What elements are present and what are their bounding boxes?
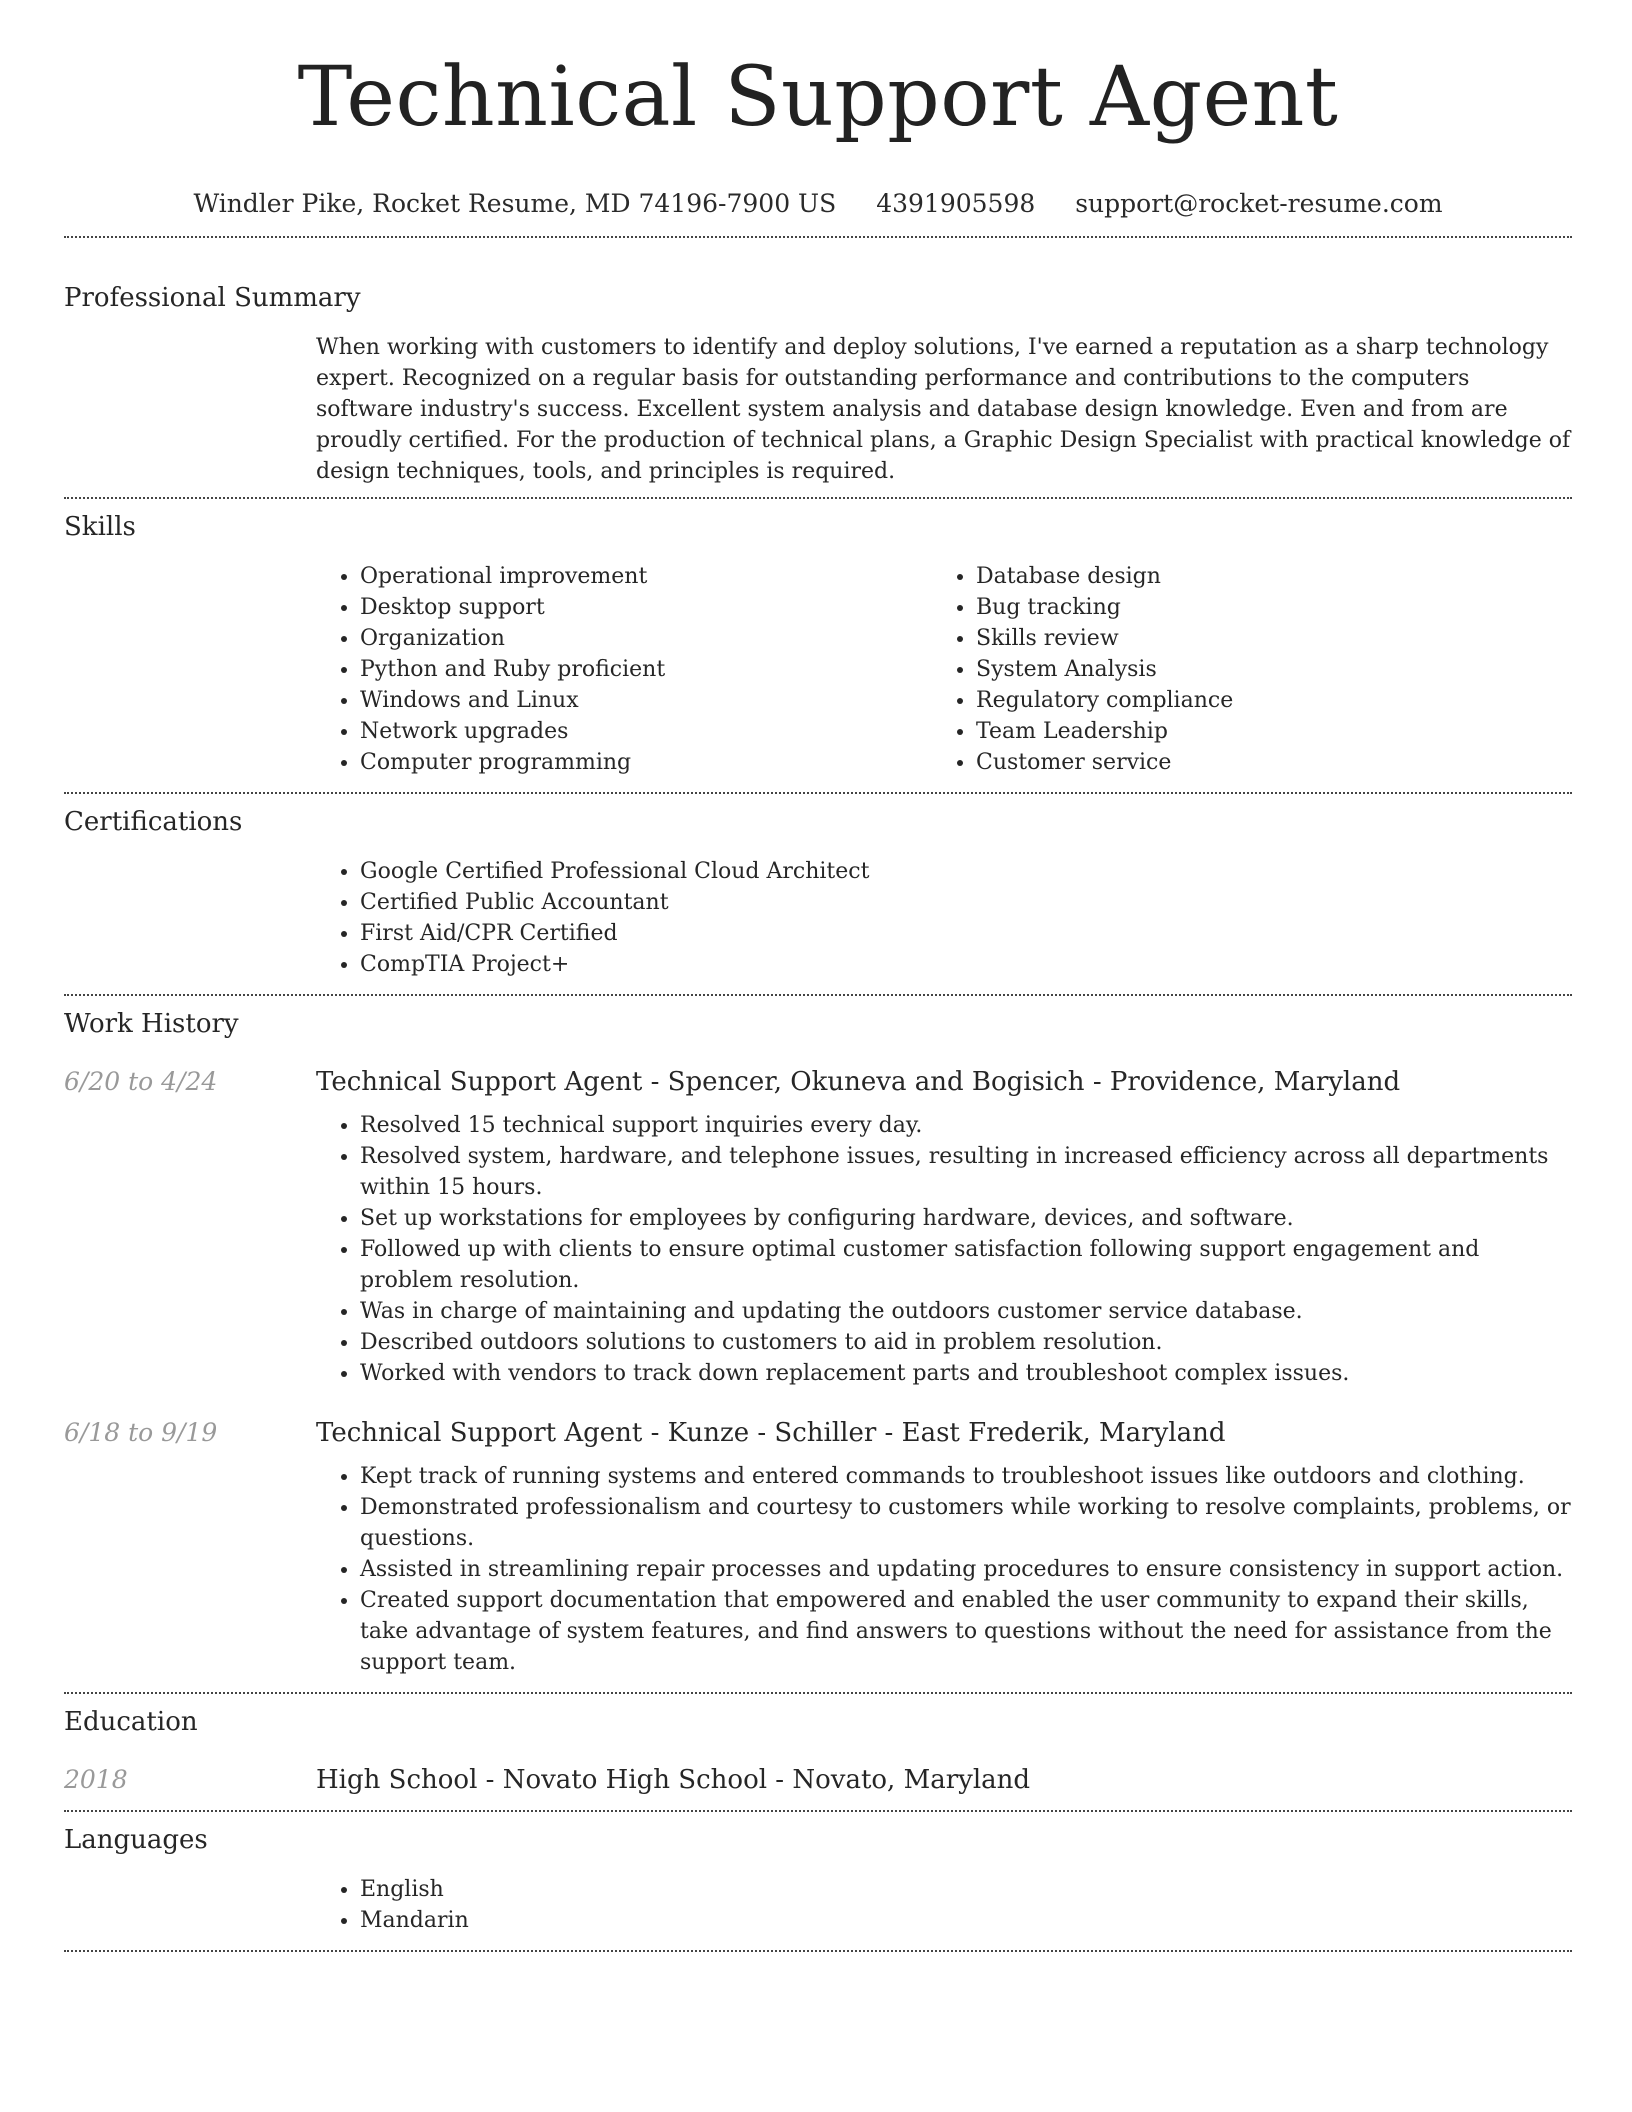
skill-item: • Organization (360, 623, 932, 654)
language-item: • Mandarin (360, 1905, 1572, 1936)
job-bullet: • Assisted in streamlining repair processes and updating procedures to ensure consistency in support action. (360, 1554, 1572, 1585)
section-title: Professional Summary (64, 283, 361, 313)
certification-item: • First Aid/CPR Certified (360, 918, 1572, 949)
skill-item: • Customer service (976, 747, 1548, 778)
skill-item: • Desktop support (360, 592, 932, 623)
section-title: Skills (64, 512, 136, 542)
work-history-section (64, 1006, 1572, 1678)
job-bullet: • Resolved 15 technical support inquiries every day. (360, 1110, 1572, 1141)
section-title: Certifications (64, 807, 243, 837)
job-bullet: • Created support documentation that empowered and enabled the user community to expand their skills, take advantage of system features, and find answers to questions without the need for assistance from the support team. (360, 1585, 1572, 1678)
skills-list-right (932, 561, 1548, 778)
job-bullet: • Resolved system, hardware, and telephone issues, resulting in increased efficiency across all departments within 15 hours. (360, 1141, 1572, 1203)
job-bullet: • Worked with vendors to track down replacement parts and troubleshoot complex issues. (360, 1358, 1572, 1389)
job-bullet: • Kept track of running systems and entered commands to troubleshoot issues like outdoors and clothing. (360, 1461, 1572, 1492)
language-item: • English (360, 1874, 1572, 1905)
education-section (64, 1704, 1572, 1798)
skill-item: • Python and Ruby proficient (360, 654, 932, 685)
skills-list-left (316, 561, 932, 778)
job-bullets (316, 1461, 1572, 1678)
divider (64, 236, 1572, 238)
education-entry (64, 1762, 1572, 1798)
certification-item: • Certified Public Accountant (360, 887, 1572, 918)
education-date: 2018 (64, 1765, 128, 1794)
skill-item: • System Analysis (976, 654, 1548, 685)
section-title: Work History (64, 1009, 239, 1039)
contact-line (64, 186, 1572, 222)
divider (64, 1692, 1572, 1694)
certifications-list (316, 856, 1572, 980)
resume-name: Technical Support Agent (297, 50, 1339, 145)
divider (64, 1950, 1572, 1952)
skill-item: • Bug tracking (976, 592, 1548, 623)
skills-columns (316, 561, 1572, 778)
job-entry (64, 1415, 1572, 1678)
skill-item: • Windows and Linux (360, 685, 932, 716)
skill-item: • Regulatory compliance (976, 685, 1548, 716)
job-bullet: • Was in charge of maintaining and updating the outdoors customer service database. (360, 1296, 1572, 1327)
summary-section (64, 280, 1572, 487)
skills-section (64, 509, 1572, 778)
languages-list (316, 1874, 1572, 1936)
job-date: 6/18 to 9/19 (64, 1418, 218, 1447)
certifications-content (316, 856, 1572, 980)
contact-email: support@rocket-resume.com (1075, 189, 1443, 218)
contact-phone: 4391905598 (876, 189, 1036, 218)
skill-item: • Operational improvement (360, 561, 932, 592)
section-title: Languages (64, 1825, 208, 1855)
skill-item: • Team Leadership (976, 716, 1548, 747)
certifications-section (64, 804, 1572, 980)
job-bullet: • Followed up with clients to ensure optimal customer satisfaction following support engagement and problem resolution. (360, 1234, 1572, 1296)
skill-item: • Database design (976, 561, 1548, 592)
divider (64, 497, 1572, 499)
education-body (316, 1762, 1572, 1798)
education-title: High School - Novato High School - Novato, Maryland (316, 1765, 1031, 1795)
job-title: Technical Support Agent - Spencer, Okuneva and Bogisich - Providence, Maryland (316, 1067, 1401, 1097)
certification-item: • Google Certified Professional Cloud Architect (360, 856, 1572, 887)
job-bullets (316, 1110, 1572, 1389)
divider (64, 792, 1572, 794)
job-entry (64, 1064, 1572, 1389)
summary-text: When working with customers to identify and deploy solutions, I've earned a reputation as a sharp technology expert. Recognized on a regular basis for outstanding performance and contributions to the computers software industry's success. Excellent system analysis and database design knowledge. Even and from are proudly certified. For the production of technical plans, a Graphic Design Specialist with practical knowledge of design techniques, tools, and principles is required. (316, 335, 1571, 484)
languages-section (64, 1822, 1572, 1936)
job-date: 6/20 to 4/24 (64, 1067, 218, 1096)
resume-page (64, 0, 1572, 1952)
job-title: Technical Support Agent - Kunze - Schiller - East Frederik, Maryland (316, 1418, 1226, 1448)
divider (64, 1810, 1572, 1812)
job-body (316, 1415, 1572, 1678)
divider (64, 994, 1572, 996)
contact-address: Windler Pike, Rocket Resume, MD 74196-7900 US (193, 189, 837, 218)
skill-item: • Network upgrades (360, 716, 932, 747)
job-bullet: • Described outdoors solutions to customers to aid in problem resolution. (360, 1327, 1572, 1358)
certification-item: • CompTIA Project+ (360, 949, 1572, 980)
languages-content (316, 1874, 1572, 1936)
skill-item: • Computer programming (360, 747, 932, 778)
job-body (316, 1064, 1572, 1389)
job-bullet: • Set up workstations for employees by configuring hardware, devices, and software. (360, 1203, 1572, 1234)
section-title: Education (64, 1707, 198, 1737)
skill-item: • Skills review (976, 623, 1548, 654)
job-bullet: • Demonstrated professionalism and courtesy to customers while working to resolve complaints, problems, or questions. (360, 1492, 1572, 1554)
